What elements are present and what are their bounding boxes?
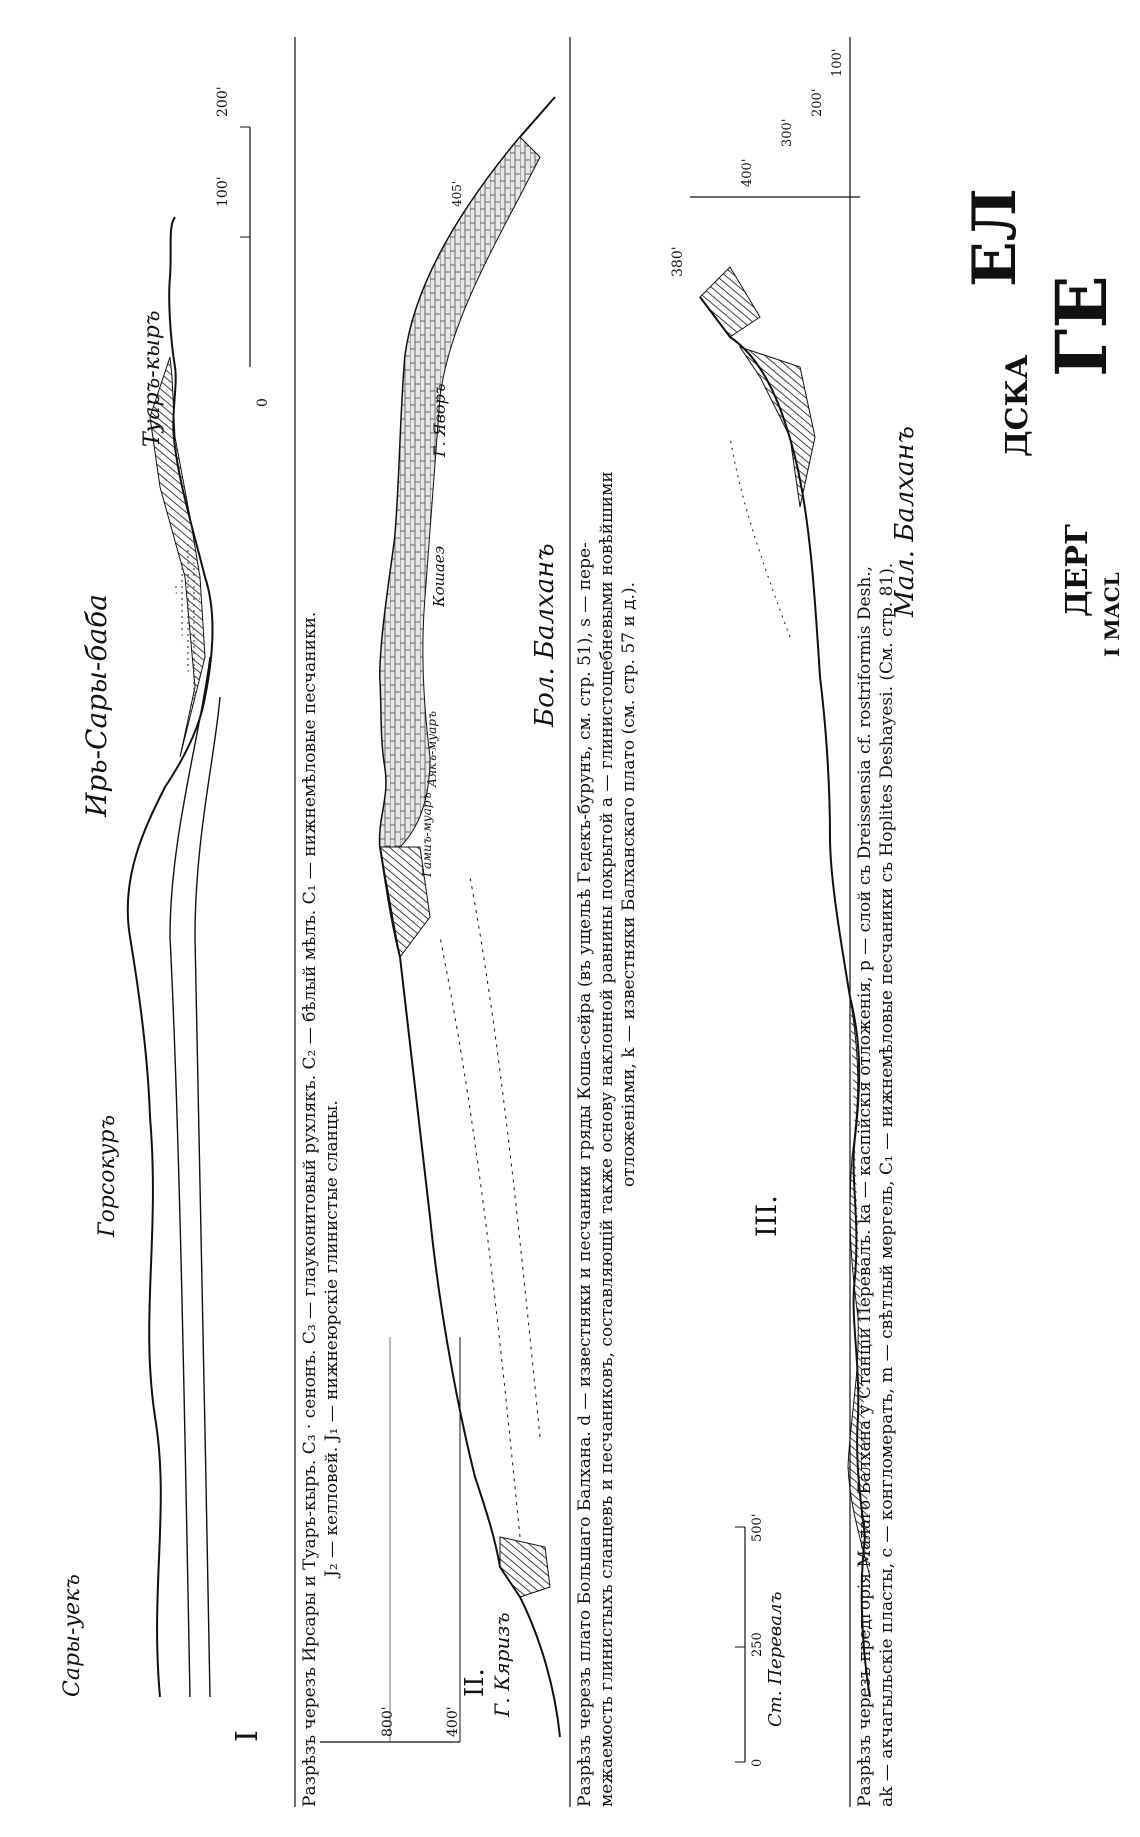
caption-II-line1: Разрѣзъ черезъ плато Большаго Балхана. d — известняки и песчаники гряды Коша-сейра (въ ущельѣ Гедекъ-бурунъ, см. стр. 51), s — пере- [575, 542, 595, 1807]
margin-fragment-2: ГЕ [1040, 275, 1123, 377]
place-label-tuar-kyr: Туаръ-кыръ [140, 310, 165, 447]
place-label-sary-uek: Сары-уекъ [60, 1574, 85, 1697]
caption-I-line1: Разрѣзъ черезъ Ирсары и Туаръ-кыръ. C₃ · сенонъ. C₃ — глауконитовый рухлякъ. C₂ — бѣлый мѣлъ. C₁ — нижнемѣловые песчаники. [300, 611, 320, 1807]
caption-II-line2: межаемость глинистыхъ сланцевъ и песчаниковъ, составляющій также основу наклонной равнины покрытой a — глинистощебневыми новѣйшими [597, 471, 617, 1807]
section-numeral-III: III. [750, 1194, 783, 1237]
elevation-405: 405' [450, 180, 464, 207]
caption-I-line2: J₂ — келловей. J₁ — нижнеюрскіе глинистые сланцы. [322, 1100, 342, 1577]
place-label-yavor: Г. Яворъ [430, 383, 449, 457]
place-label-gamin-muar: Гамиъ-муаръ [420, 792, 434, 877]
place-label-ir-sary-baba: Ирь-Сары-баба [80, 594, 113, 817]
scale-right-300: 300' [780, 118, 795, 147]
margin-fragment-4: ДЕРГ [1060, 524, 1095, 617]
place-label-ayak-muar: Аякъ-муаръ [425, 711, 439, 787]
section-numeral-I: I [230, 1730, 265, 1742]
place-label-koshaey: Кошаеэ [430, 545, 448, 607]
margin-fragment-1: ЕЛ [960, 188, 1030, 287]
elevation-380: 380' [670, 246, 686, 277]
section-numeral-II: II. [460, 1668, 490, 1697]
scale-right-400: 400' [740, 158, 755, 187]
margin-fragment-3: ДСКА [1000, 354, 1035, 457]
scale-label-800: 800' [380, 1706, 396, 1737]
scale-label-200: 200' [215, 86, 231, 117]
place-label-gorsokur: Горсокуръ [95, 1114, 120, 1237]
caption-III-line1: Разрѣзъ черезъ предгорія Малаго Балхана у Станціи Перевалъ. ka — каспійскія отложенія, p — слой съ Dreissensia cf. rostriformis Desh., [855, 565, 875, 1807]
margin-fragment-5: І МАСL [1100, 572, 1124, 657]
place-label-bol-balkhan: Бол. Балханъ [530, 543, 560, 727]
scale-right-200: 200' [810, 88, 825, 117]
caption-III-line2: ak — акчагыльскіе пласты, c — конгломератъ, m — свѣтлый мергель, C₁ — нижнемѣловые песчаники съ Hoplites Deshayesi. (См. стр. 81). [877, 562, 897, 1807]
scale-left-500: 500' [750, 1513, 765, 1542]
scale-right-100: 100' [830, 48, 845, 77]
place-label-st-pereval: Ст. Перевалъ [765, 1591, 786, 1727]
scale-left-250: 250 [750, 1632, 765, 1657]
place-label-mal-balkhan: Мал. Балханъ [890, 426, 920, 617]
place-label-kyariz: Г. Кяризъ [490, 1612, 514, 1717]
scale-left-0: 0 [750, 1758, 765, 1767]
scale-label-400: 400' [445, 1706, 461, 1737]
scale-label-100: 100' [215, 176, 231, 207]
scale-label-0: 0 [255, 398, 271, 407]
caption-II-line3: отложеніями, k — известняки Балханскаго плато (см. стр. 57 и д.). [619, 581, 639, 1187]
